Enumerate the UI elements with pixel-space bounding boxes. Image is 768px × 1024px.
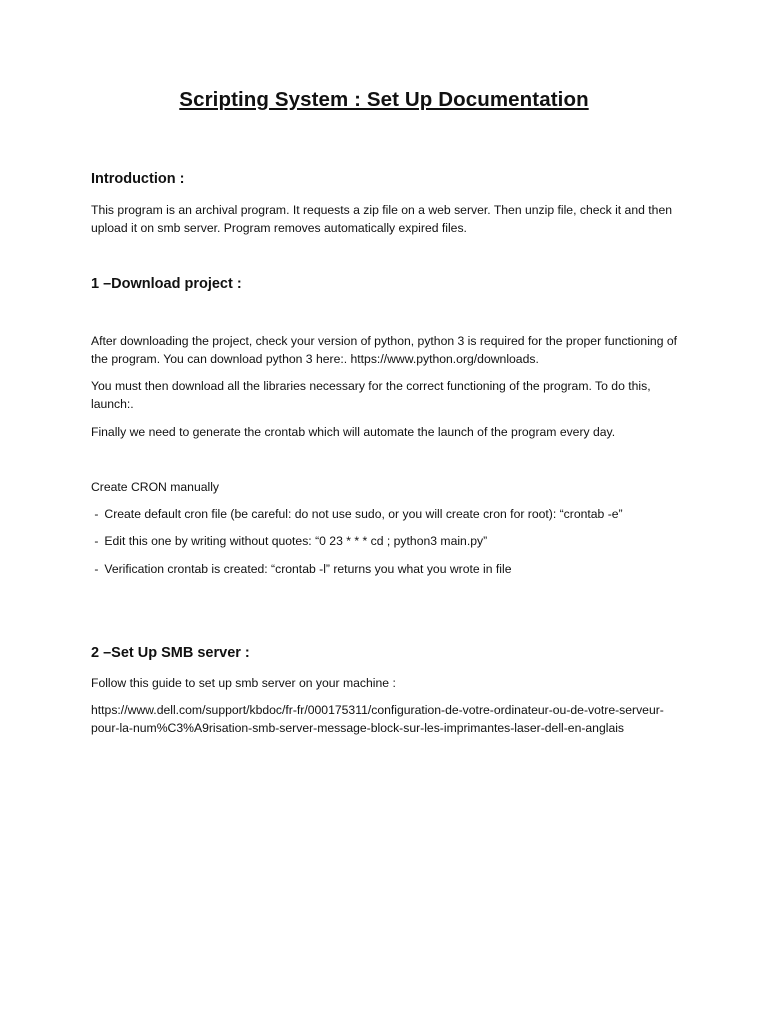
introduction-paragraph: This program is an archival program. It requests a zip file on a web server. Then unzip file, check it and then upload it on smb server. Program removes automatically expired files. — [91, 203, 673, 235]
download-paragraph-2: You must then download all the libraries necessary for the correct functioning of the program. To do this, launch:. — [91, 379, 651, 411]
section-heading-download: 1 –Download project : — [91, 276, 242, 292]
bullet-dash: - — [91, 562, 99, 576]
section-heading-smb: 2 –Set Up SMB server : — [91, 645, 250, 661]
smb-paragraph: Follow this guide to set up smb server on your machine : — [91, 676, 396, 690]
smb-guide-link[interactable]: https://www.dell.com/support/kbdoc/fr-fr/000175311/configuration-de-votre-ordinateur-ou-de-votre-serveur-pour-la-num%C3%A9risation-smb-server-message-block-sur-les-imprimantes-laser-dell-en-anglais — [91, 703, 664, 735]
cron-list-item — [91, 560, 691, 578]
cron-list-item — [91, 532, 691, 550]
bullet-dash: - — [91, 534, 99, 548]
cron-list-item — [91, 505, 691, 523]
download-paragraph-3: Finally we need to generate the crontab which will automate the launch of the program every day. — [91, 425, 616, 439]
cron-item-text: Create default cron file (be careful: do not use sudo, or you will create cron for root): “crontab -e” — [104, 507, 623, 521]
page-title: Scripting System : Set Up Documentation — [179, 88, 589, 111]
cron-heading: Create CRON manually — [91, 480, 220, 494]
download-paragraph-1: After downloading the project, check your version of python, python 3 is required for the proper functioning of the program. You can download python 3 here:. https://www.python.org/downloads. — [91, 334, 678, 366]
section-heading-introduction: Introduction : — [91, 171, 185, 187]
cron-item-text: Verification crontab is created: “crontab -l” returns you what you wrote in file — [104, 562, 512, 576]
cron-item-text: Edit this one by writing without quotes: “0 23 * * * cd ; python3 main.py” — [104, 534, 488, 548]
bullet-dash: - — [91, 507, 99, 521]
